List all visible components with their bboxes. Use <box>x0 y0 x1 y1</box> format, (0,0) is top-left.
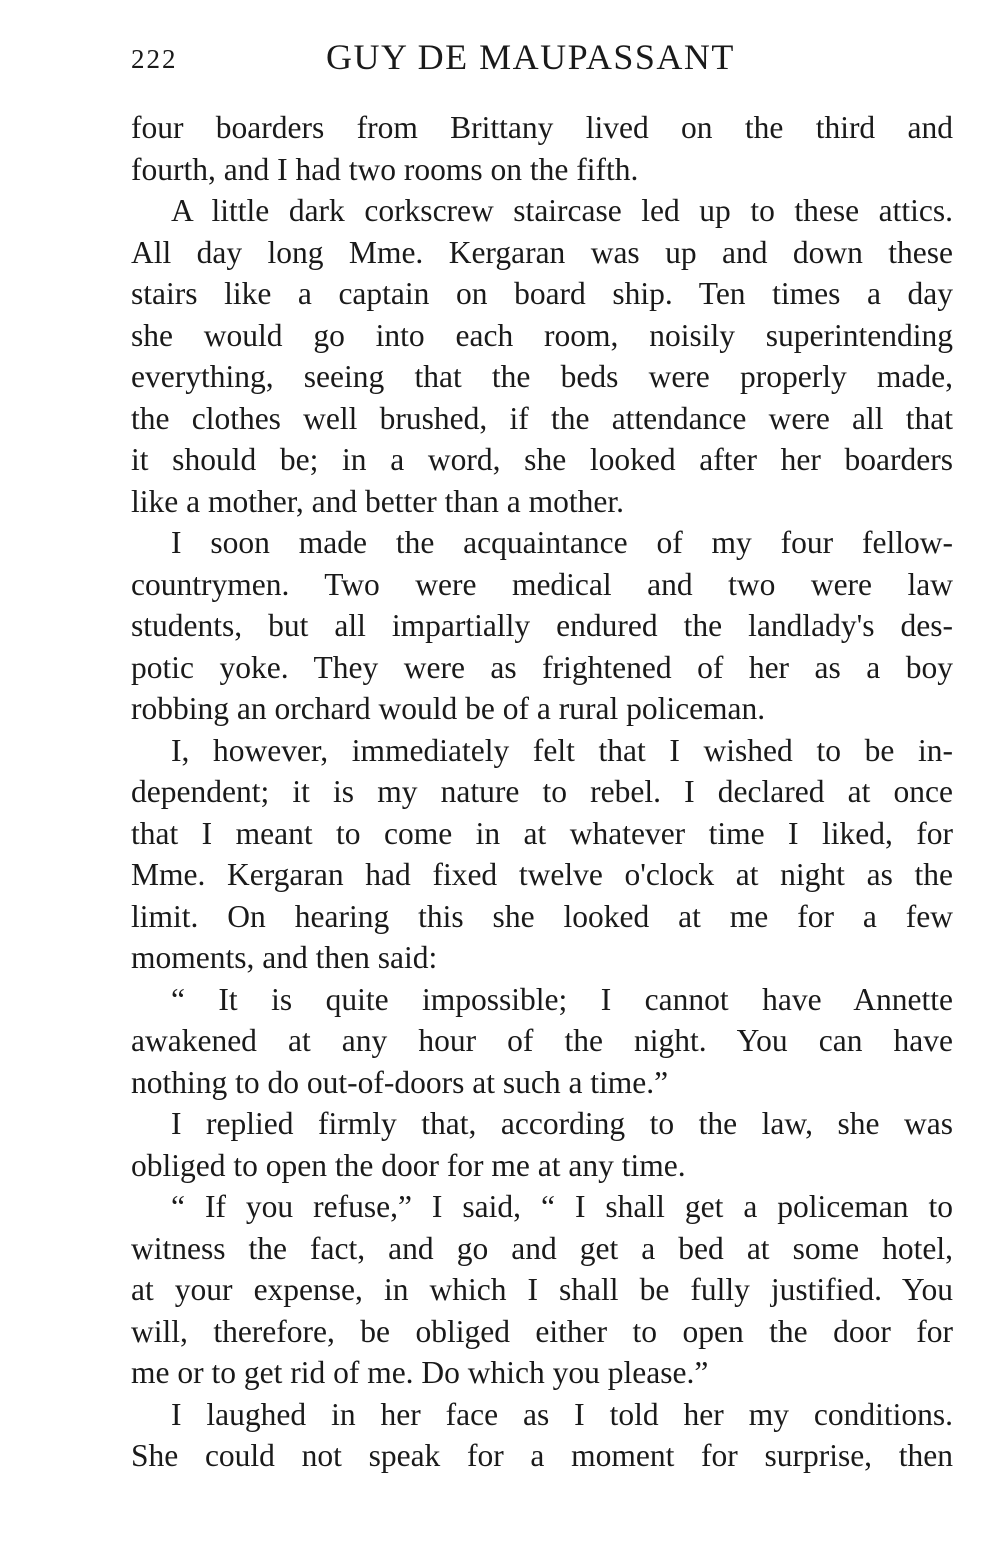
text-line: limit. On hearing this she looked at me for a few <box>131 898 953 934</box>
text-line: dependent; it is my nature to rebel. I declared at once <box>131 774 953 809</box>
text-line: A little dark corkscrew staircase led up to these attics. <box>171 193 953 228</box>
text-line: that I meant to come in at whatever time I liked, for <box>131 815 953 851</box>
running-title: GUY DE MAUPASSANT <box>326 37 735 77</box>
text-line: students, but all impartially endured the landlady's des- <box>131 608 953 643</box>
text-line: at your expense, in which I shall be fully justified. You <box>131 1272 953 1307</box>
text-line: “ If you refuse,” I said, “ I shall get a policeman to <box>171 1189 953 1224</box>
text-line: nothing to do out-of-doors at such a time.” <box>131 1064 669 1100</box>
page-header <box>131 30 953 80</box>
text-line: I, however, immediately felt that I wished to be in- <box>171 732 953 768</box>
text-line: obliged to open the door for me at any time. <box>131 1147 686 1183</box>
text-line: All day long Mme. Kergaran was up and down these <box>131 234 953 270</box>
text-line: I replied firmly that, according to the law, she was <box>171 1106 953 1141</box>
text-line: like a mother, and better than a mother. <box>131 483 624 519</box>
text-line: witness the fact, and go and get a bed at some hotel, <box>131 1230 953 1266</box>
text-line: robbing an orchard would be of a rural policeman. <box>131 691 766 726</box>
text-line: potic yoke. They were as frightened of her as a boy <box>131 649 953 685</box>
text-line: me or to get rid of me. Do which you please.” <box>131 1355 709 1390</box>
text-line: I soon made the acquaintance of my four fellow- <box>171 525 953 560</box>
text-line: stairs like a captain on board ship. Ten times a day <box>131 276 953 311</box>
text-line: it should be; in a word, she looked after her boarders <box>131 442 953 477</box>
text-line: she would go into each room, noisily superintending <box>131 317 953 353</box>
text-line: four boarders from Brittany lived on the third and <box>131 110 953 145</box>
text-line: Mme. Kergaran had fixed twelve o'clock at night as the <box>131 857 953 892</box>
text-line: will, therefore, be obliged either to open the door for <box>131 1313 953 1349</box>
text-line: the clothes well brushed, if the attendance were all that <box>131 400 953 436</box>
text-line: fourth, and I had two rooms on the fifth. <box>131 151 639 187</box>
text-line: moments, and then said: <box>131 940 438 975</box>
page-number: 222 <box>131 44 178 74</box>
text-line: countrymen. Two were medical and two were law <box>131 566 953 602</box>
text-line: awakened at any hour of the night. You can have <box>131 1023 953 1058</box>
text-line: I laughed in her face as I told her my conditions. <box>171 1396 953 1432</box>
text-line: everything, seeing that the beds were properly made, <box>131 359 953 394</box>
text-line: “ It is quite impossible; I cannot have Annette <box>171 981 953 1017</box>
body-text <box>131 107 953 1477</box>
text-line: She could not speak for a moment for surprise, then <box>131 1438 953 1473</box>
